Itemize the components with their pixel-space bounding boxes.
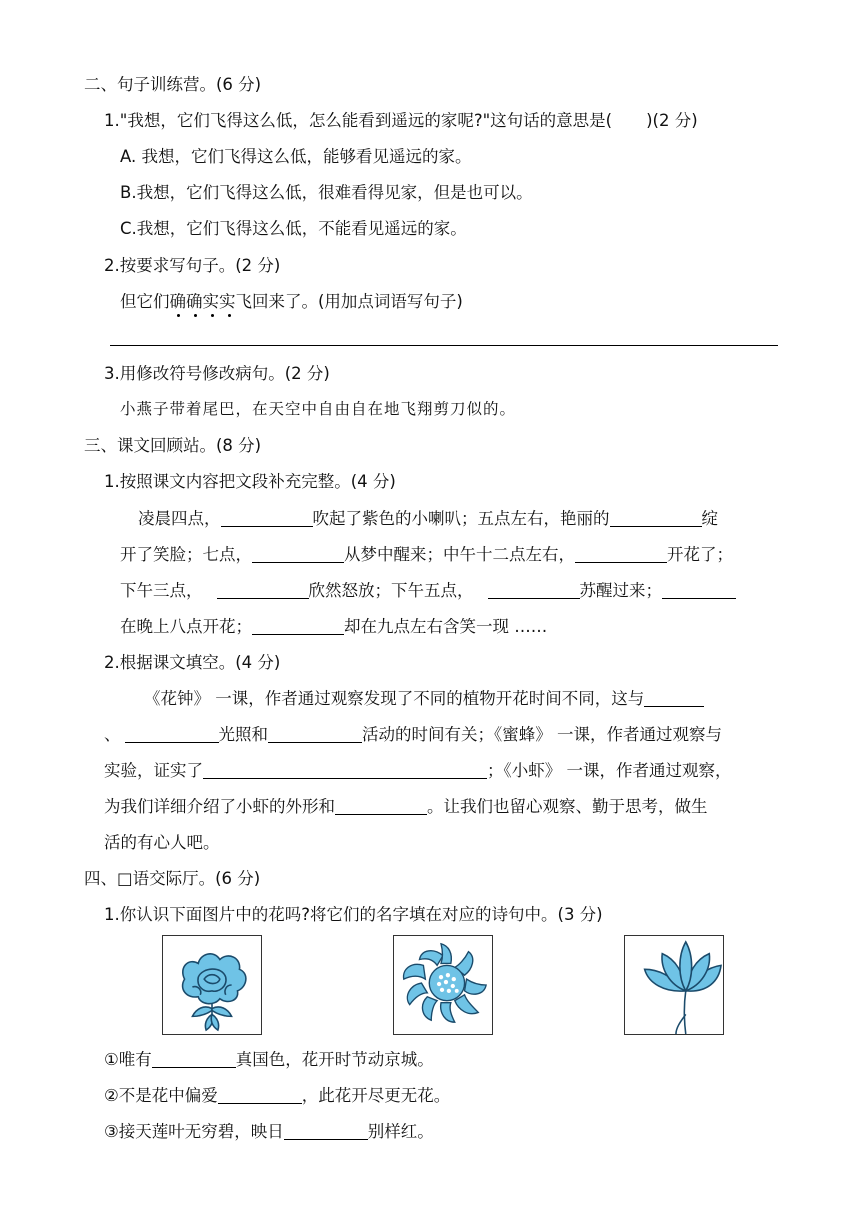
text: ①唯有 xyxy=(104,1050,152,1069)
q2-2-sentence xyxy=(120,292,463,312)
text: ；《小虾》 一课，作者通过观察， xyxy=(487,761,732,780)
fill2-line-3 xyxy=(104,761,732,781)
fill-line-1 xyxy=(138,509,718,529)
fill-blank[interactable] xyxy=(125,726,219,744)
section-3-title: 三、课文回顾站。(8 分) xyxy=(84,436,262,455)
fill-blank[interactable] xyxy=(252,546,344,564)
faulty-sentence: 小燕子带着尾巴，在天空中自由自在地飞翔剪刀似的。 xyxy=(120,400,517,418)
chrysanthemum-icon xyxy=(393,935,493,1035)
fill-line-4 xyxy=(120,617,547,637)
q3-2-stem: 2.根据课文填空。(4 分) xyxy=(104,653,281,672)
fill-blank[interactable] xyxy=(335,798,427,816)
fill2-line-2 xyxy=(104,725,722,745)
dotted-word xyxy=(170,292,236,312)
text: 。让我们也留心观察、勤于思考，做生 xyxy=(427,797,708,816)
fill-line-3 xyxy=(120,581,736,601)
fill-blank[interactable] xyxy=(488,582,580,600)
option-b: B.我想，它们飞得这么低，很难看得见家，但是也可以。 xyxy=(120,183,533,202)
option-a: A. 我想，它们飞得这么低，能够看见遥远的家。 xyxy=(120,147,472,166)
text: 下午三点， xyxy=(120,581,203,600)
section-2-title: 二、句子训练营。(6 分) xyxy=(84,75,262,94)
fill-blank[interactable] xyxy=(610,510,702,528)
text: 吹起了紫色的小喇叭；五点左右，艳丽的 xyxy=(312,509,610,528)
text: 光照和 xyxy=(218,725,268,744)
answer-line[interactable] xyxy=(110,345,778,346)
fill-blank[interactable] xyxy=(152,1051,236,1069)
fill-blank[interactable] xyxy=(575,546,667,564)
fill-blank[interactable] xyxy=(644,690,704,708)
q4-1-stem: 1.你认识下面图片中的花吗?将它们的名字填在对应的诗句中。(3 分) xyxy=(104,905,603,924)
fill-blank[interactable] xyxy=(203,762,487,780)
poem-1 xyxy=(104,1050,434,1070)
fill-blank[interactable] xyxy=(662,582,736,600)
emphasis-dots xyxy=(170,312,236,318)
fill2-line-4 xyxy=(104,797,708,817)
peony-icon xyxy=(162,935,262,1035)
text: 却在九点左右含笑一现 …… xyxy=(344,617,548,636)
text: 绽 xyxy=(701,509,718,528)
text: 欣然怒放；下午五点， xyxy=(308,581,474,600)
text: 凌晨四点， xyxy=(138,509,221,528)
sentence-post: 飞回来了。(用加点词语写句子) xyxy=(235,292,463,311)
q2-3-stem: 3.用修改符号修改病句。(2 分) xyxy=(104,364,330,383)
sentence-pre: 但它们 xyxy=(120,292,170,311)
lotus-icon xyxy=(624,935,724,1035)
fill-blank[interactable] xyxy=(268,726,362,744)
poem-3 xyxy=(104,1122,434,1142)
text: 实验，证实了 xyxy=(104,761,203,780)
text: 别样红。 xyxy=(367,1122,434,1141)
fill-blank[interactable] xyxy=(284,1123,368,1141)
fill2-line-5: 活的有心人吧。 xyxy=(104,833,220,852)
fill-blank[interactable] xyxy=(217,582,309,600)
fill-blank[interactable] xyxy=(218,1087,302,1105)
text: ③接天莲叶无穷碧，映日 xyxy=(104,1122,284,1141)
q2-1-stem xyxy=(104,111,698,131)
text: 苏醒过来； xyxy=(579,581,662,600)
q3-1-stem: 1.按照课文内容把文段补充完整。(4 分) xyxy=(104,472,396,491)
text: ，此花开尽更无花。 xyxy=(301,1086,451,1105)
text: 开花了； xyxy=(667,545,733,564)
text: 《花钟》 一课，作者通过观察发现了不同的植物开花时间不同，这与 xyxy=(144,689,645,708)
text: 从梦中醒来；中午十二点左右， xyxy=(344,545,575,564)
q2-1-stem-text: 1."我想，它们飞得这么低，怎么能看到遥远的家呢?"这句话的意思是( xyxy=(104,111,613,130)
text: 为我们详细介绍了小虾的外形和 xyxy=(104,797,335,816)
fill2-line-1 xyxy=(144,689,704,709)
fill-blank[interactable] xyxy=(221,510,313,528)
option-c: C.我想，它们飞得这么低，不能看见遥远的家。 xyxy=(120,219,467,238)
text: 开了笑脸；七点， xyxy=(120,545,252,564)
section-4-title: 四、□语交际厅。(6 分) xyxy=(84,869,261,888)
text: 活动的时间有关；《蜜蜂》 一课，作者通过观察与 xyxy=(362,725,722,744)
poem-2 xyxy=(104,1086,450,1106)
q2-1-stem-end: )(2 分) xyxy=(646,111,698,130)
fill-line-2 xyxy=(120,545,733,565)
q2-2-stem: 2.按要求写句子。(2 分) xyxy=(104,256,281,275)
text: 真国色，花开时节动京城。 xyxy=(235,1050,434,1069)
fill-blank[interactable] xyxy=(252,618,344,636)
dotted-word-text: 确确实实 xyxy=(169,292,236,311)
text: 在晚上八点开花； xyxy=(120,617,252,636)
text: 、 xyxy=(104,725,121,744)
text: ②不是花中偏爱 xyxy=(104,1086,218,1105)
